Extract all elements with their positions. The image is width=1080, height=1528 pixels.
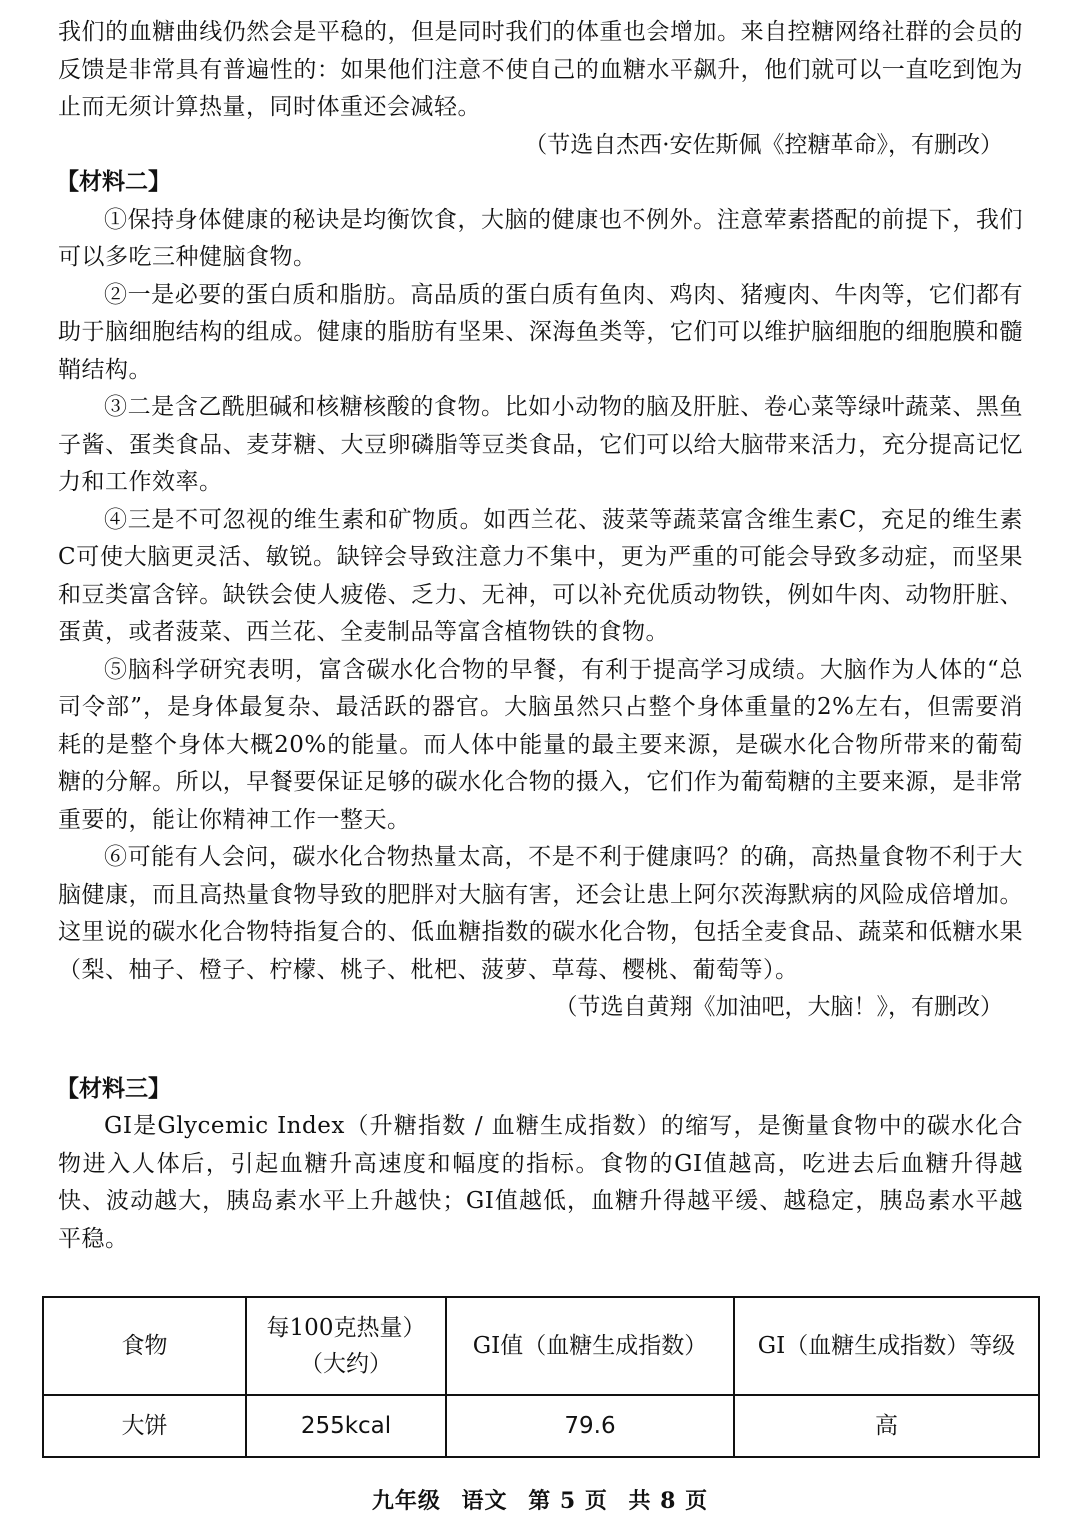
footer-subject: 语文 [461, 1488, 508, 1514]
footer-grade: 九年级 [371, 1488, 441, 1514]
material1-source: （节选自杰西·安佐斯佩《控糖革命》，有删改） [524, 131, 1003, 158]
header-calories [246, 1297, 446, 1395]
cell-food: 大饼 [43, 1395, 246, 1457]
footer-page-number: 第 5 页 [528, 1488, 608, 1514]
table-row [43, 1395, 1039, 1457]
footer-total-pages: 共 8 页 [628, 1488, 709, 1514]
cell-calories: 255kcal [246, 1395, 446, 1457]
header-calories-line1: 每100克热量） [266, 1315, 426, 1341]
gi-table-header-row [43, 1297, 1039, 1395]
cell-gi-level: 高 [734, 1395, 1039, 1457]
material2-paragraph-4: ④三是不可忽视的维生素和矿物质。如西兰花、菠菜等蔬菜富含维生素C，充足的维生素C可使大脑更灵活、敏锐。缺锌会导致注意力不集中，更为严重的可能会导致多动症，而坚果和豆类富含锌。缺铁会使人疲倦、乏力、无神，可以补充优质动物铁，例如牛肉、动物肝脏、蛋黄，或者菠菜、西兰花、全麦制品等富含植物铁的食物。 [58, 506, 1023, 645]
header-calories-line2: （大约） [300, 1351, 392, 1377]
material2-paragraph-2: ②一是必要的蛋白质和脂肪。高品质的蛋白质有鱼肉、鸡肉、猪瘦肉、牛肉等，它们都有助于脑细胞结构的组成。健康的脂肪有坚果、深海鱼类等，它们可以维护脑细胞的细胞膜和髓鞘结构。 [58, 281, 1023, 383]
material2-source: （节选自黄翔《加油吧，大脑！》，有删改） [554, 994, 1003, 1020]
material2-paragraph-6: ⑥可能有人会问，碳水化合物热量太高，不是不利于健康吗？的确，高热量食物不利于大脑健康，而且高热量食物导致的肥胖对大脑有害，还会让患上阿尔茨海默病的风险成倍增加。这里说的碳水化合物特指复合的、低血糖指数的碳水化合物，包括全麦食品、蔬菜和低糖水果（梨、柚子、橙子、柠檬、桃子、枇杷、菠萝、草莓、樱桃、葡萄等）。 [58, 844, 1023, 983]
header-gi-value: GI值（血糖生成指数） [446, 1297, 734, 1395]
material2-heading: 【材料二】 [56, 169, 171, 195]
page-content [58, 14, 1023, 1258]
gi-table [42, 1296, 1040, 1458]
material2-paragraph-3: ③二是含乙酰胆碱和核糖核酸的食物。比如小动物的脑及肝脏、卷心菜等绿叶蔬菜、黑鱼子酱、蛋类食品、麦芽糖、大豆卵磷脂等豆类食品，它们可以给大脑带来活力，充分提高记忆力和工作效率。 [58, 394, 1023, 495]
material2-paragraph-5: ⑤脑科学研究表明，富含碳水化合物的早餐，有利于提高学习成绩。大脑作为人体的“总司令部”，是身体最复杂、最活跃的器官。大脑虽然只占整个身体重量的2%左右，但需要消耗的是整个身体大概20%的能量。而人体中能量的最主要来源，是碳水化合物所带来的葡萄糖的分解。所以，早餐要保证足够的碳水化合物的摄入，它们作为葡萄糖的主要来源，是非常重要的，能让你精神工作一整天。 [58, 656, 1023, 833]
material1-paragraph: 我们的血糖曲线仍然会是平稳的，但是同时我们的体重也会增加。来自控糖网络社群的会员的反馈是非常具有普遍性的：如果他们注意不使自己的血糖水平飙升，他们就可以一直吃到饱为止而无须计算热量，同时体重还会减轻。 [58, 19, 1023, 120]
material3-paragraph: GI是Glycemic Index（升糖指数 / 血糖生成指数）的缩写，是衡量食物中的碳水化合物进入人体后，引起血糖升高速度和幅度的指标。食物的GI值越高，吃进去后血糖升得越快、波动越大，胰岛素水平上升越快；GI值越低，血糖升得越平缓、越稳定，胰岛素水平越平稳。 [58, 1113, 1023, 1252]
cell-gi-value: 79.6 [446, 1395, 734, 1457]
page-footer [0, 1484, 1080, 1515]
material3-heading: 【材料三】 [56, 1075, 171, 1102]
material2-paragraph-1: ①保持身体健康的秘诀是均衡饮食，大脑的健康也不例外。注意荤素搭配的前提下，我们可以多吃三种健脑食物。 [58, 206, 1023, 270]
header-food: 食物 [43, 1297, 246, 1395]
header-gi-level: GI（血糖生成指数）等级 [734, 1297, 1039, 1395]
